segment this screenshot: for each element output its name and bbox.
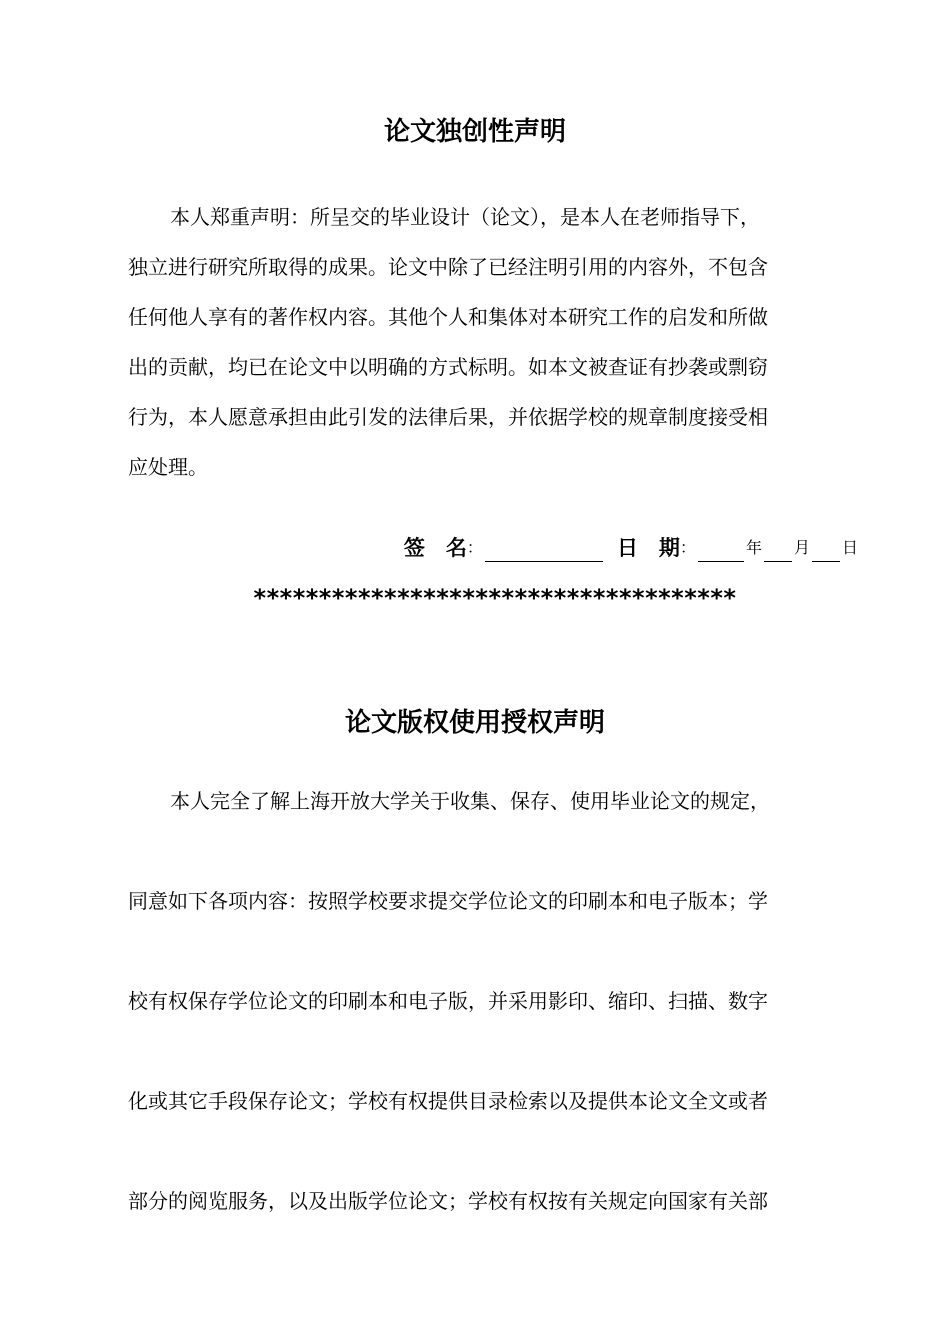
body-line: 应处理。	[128, 455, 208, 479]
body-line: 独立进行研究所取得的成果。论文中除了已经注明引用的内容外，不包含	[128, 255, 768, 279]
originality-statement-title: 论文独创性声明	[383, 117, 566, 147]
body-line: 校有权保存学位论文的印刷本和电子版，并采用影印、缩印、扫描、数字	[128, 989, 768, 1013]
copyright-statement-body	[128, 776, 858, 1276]
body-line: 本人完全了解上海开放大学关于收集、保存、使用毕业论文的规定，	[170, 789, 770, 813]
signature-label: 签 名	[403, 536, 467, 560]
day-label: 日	[841, 538, 858, 557]
date-label: 日 期	[616, 536, 680, 560]
body-line: 任何他人享有的著作权内容。其他个人和集体对本研究工作的启发和所做	[128, 305, 768, 329]
year-label: 年	[745, 538, 762, 557]
copyright-statement-title: 论文版权使用授权声明	[344, 708, 605, 738]
body-line: 同意如下各项内容：按照学校要求提交学位论文的印刷本和电子版本；学	[128, 889, 768, 913]
year-blank[interactable]	[698, 541, 744, 562]
body-line: 本人郑重声明：所呈交的毕业设计（论文），是本人在老师指导下，	[170, 205, 760, 229]
day-blank[interactable]	[812, 541, 840, 562]
body-line: 化或其它手段保存论文；学校有权提供目录检索以及提供本论文全文或者	[128, 1089, 768, 1113]
signature-blank[interactable]	[485, 541, 603, 562]
asterisk-divider: *************************************	[253, 584, 737, 612]
signature-colon: ：	[466, 538, 483, 557]
signature-row	[404, 534, 858, 562]
body-line: 部分的阅览服务，以及出版学位论文；学校有权按有关规定向国家有关部	[128, 1189, 768, 1213]
month-label: 月	[793, 538, 810, 557]
date-colon: ：	[679, 538, 696, 557]
body-line: 出的贡献，均已在论文中以明确的方式标明。如本文被查证有抄袭或剽窃	[128, 355, 768, 379]
body-line: 行为，本人愿意承担由此引发的法律后果，并依据学校的规章制度接受相	[128, 405, 768, 429]
month-blank[interactable]	[764, 541, 792, 562]
originality-statement-body	[128, 192, 848, 492]
